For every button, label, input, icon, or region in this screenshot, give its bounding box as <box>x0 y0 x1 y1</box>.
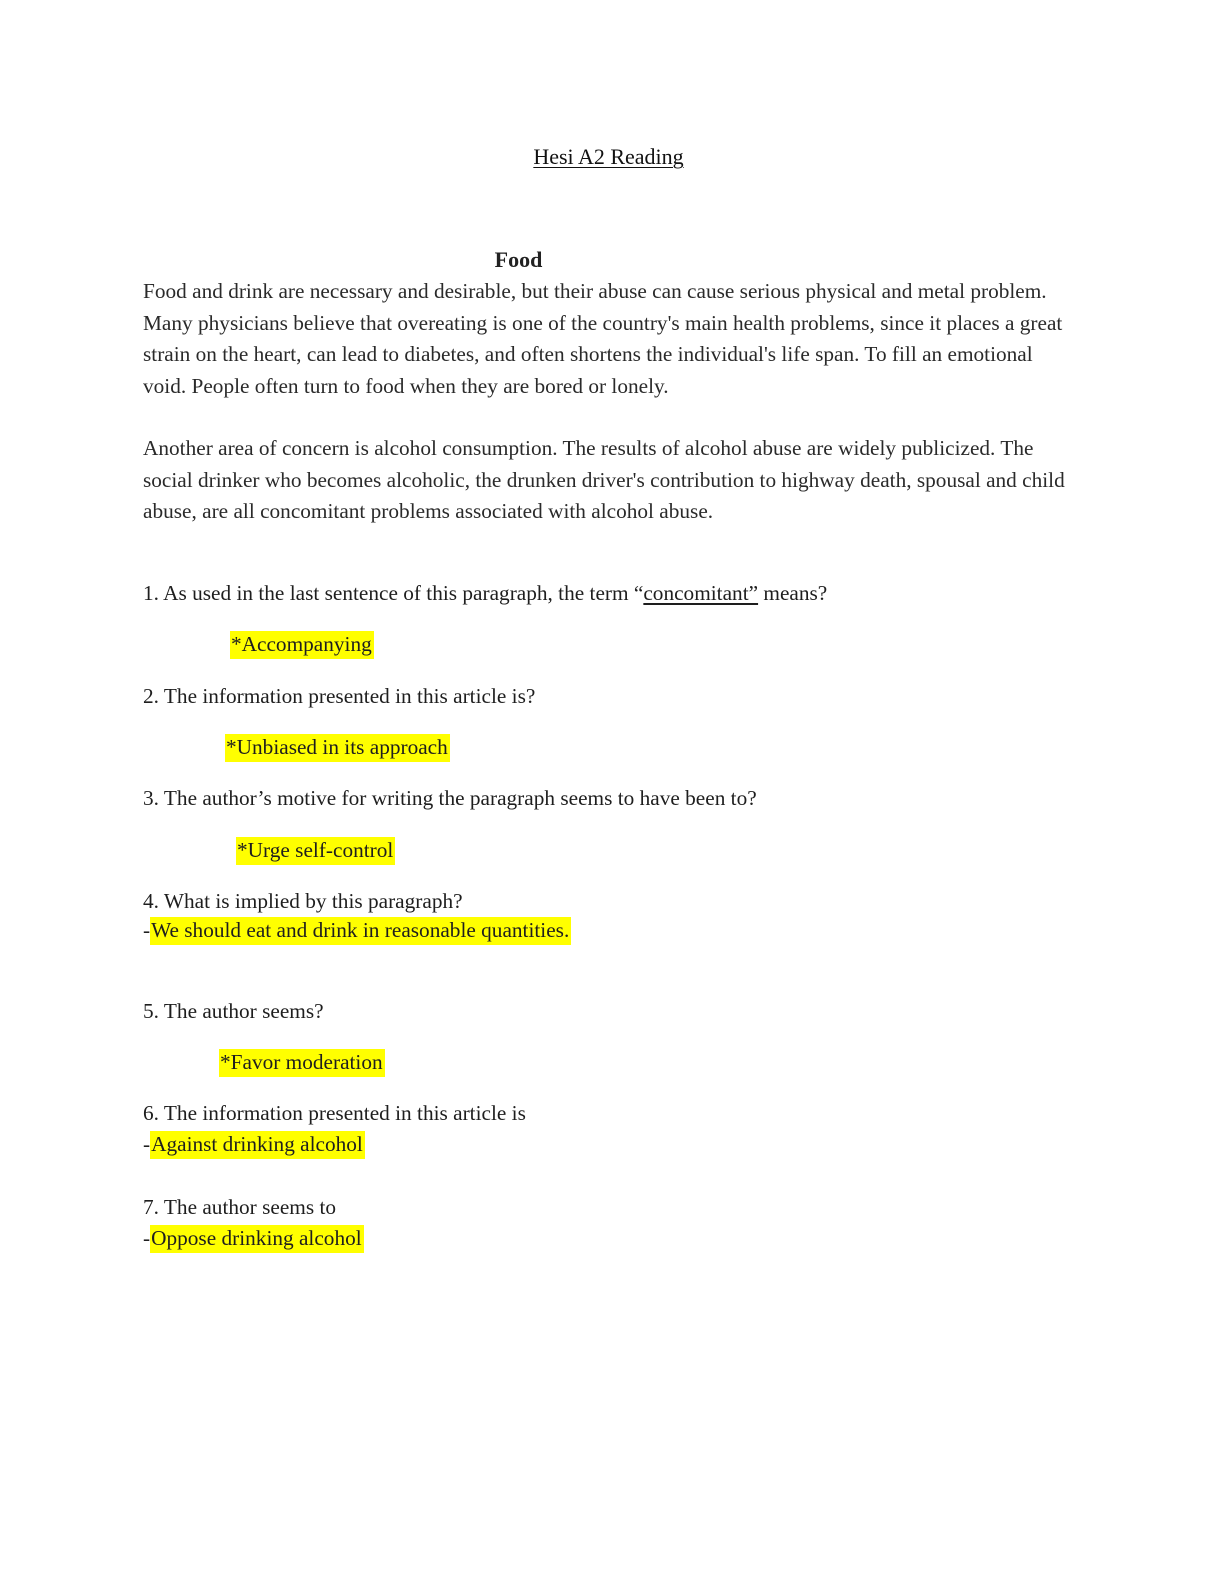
section-heading: Food <box>494 247 543 272</box>
answer-7 <box>143 1223 364 1253</box>
question-1-prefix: 1. As used in the last sentence of this paragraph, the term “ <box>143 581 644 605</box>
answer-6-highlight: Against drinking alcohol <box>150 1131 365 1159</box>
answer-3 <box>236 835 395 865</box>
answer-4-highlight: We should eat and drink in reasonable quantities. <box>150 917 571 945</box>
answer-1 <box>230 629 374 659</box>
answer-5 <box>219 1047 385 1077</box>
answer-7-marker: - <box>143 1226 151 1250</box>
question-2: 2. The information presented in this article is? <box>143 684 536 708</box>
answer-3-highlight: *Urge self-control <box>236 837 395 865</box>
question-1 <box>143 578 827 608</box>
answer-2-highlight: *Unbiased in its approach <box>225 734 450 762</box>
question-6: 6. The information presented in this article is <box>143 1101 526 1125</box>
question-4: 4. What is implied by this paragraph? <box>143 889 463 913</box>
question-1-term: concomitant” <box>643 581 759 605</box>
answer-5-highlight: *Favor moderation <box>219 1049 385 1077</box>
answer-1-highlight: *Accompanying <box>230 631 374 659</box>
answer-2 <box>225 732 450 762</box>
document-title: Hesi A2 Reading <box>533 144 684 169</box>
passage-paragraph-2: Another area of concern is alcohol consumption. The results of alcohol abuse are widely publicized. The social drinker who becomes alcoholic, the drunken driver's contribution to highway death, spousal and child abuse, are all concomitant problems associated with alcohol abuse. <box>143 436 1065 524</box>
question-3: 3. The author’s motive for writing the paragraph seems to have been to? <box>143 786 757 810</box>
answer-7-highlight: Oppose drinking alcohol <box>150 1225 364 1253</box>
passage-paragraph-1: Food and drink are necessary and desirable, but their abuse can cause serious physical and metal problem. Many physicians believe that overeating is one of the country's main health problems, since it places a great strain on the heart, can lead to diabetes, and often shortens the individual's life span. To fill an emotional void. People often turn to food when they are bored or lonely. <box>143 279 1063 398</box>
question-5: 5. The author seems? <box>143 999 324 1023</box>
answer-4-marker: - <box>143 918 151 942</box>
question-1-suffix: means? <box>758 581 828 605</box>
question-7: 7. The author seems to <box>143 1195 337 1219</box>
answer-4 <box>143 915 571 945</box>
answer-6 <box>143 1129 365 1159</box>
answer-6-marker: - <box>143 1132 151 1156</box>
